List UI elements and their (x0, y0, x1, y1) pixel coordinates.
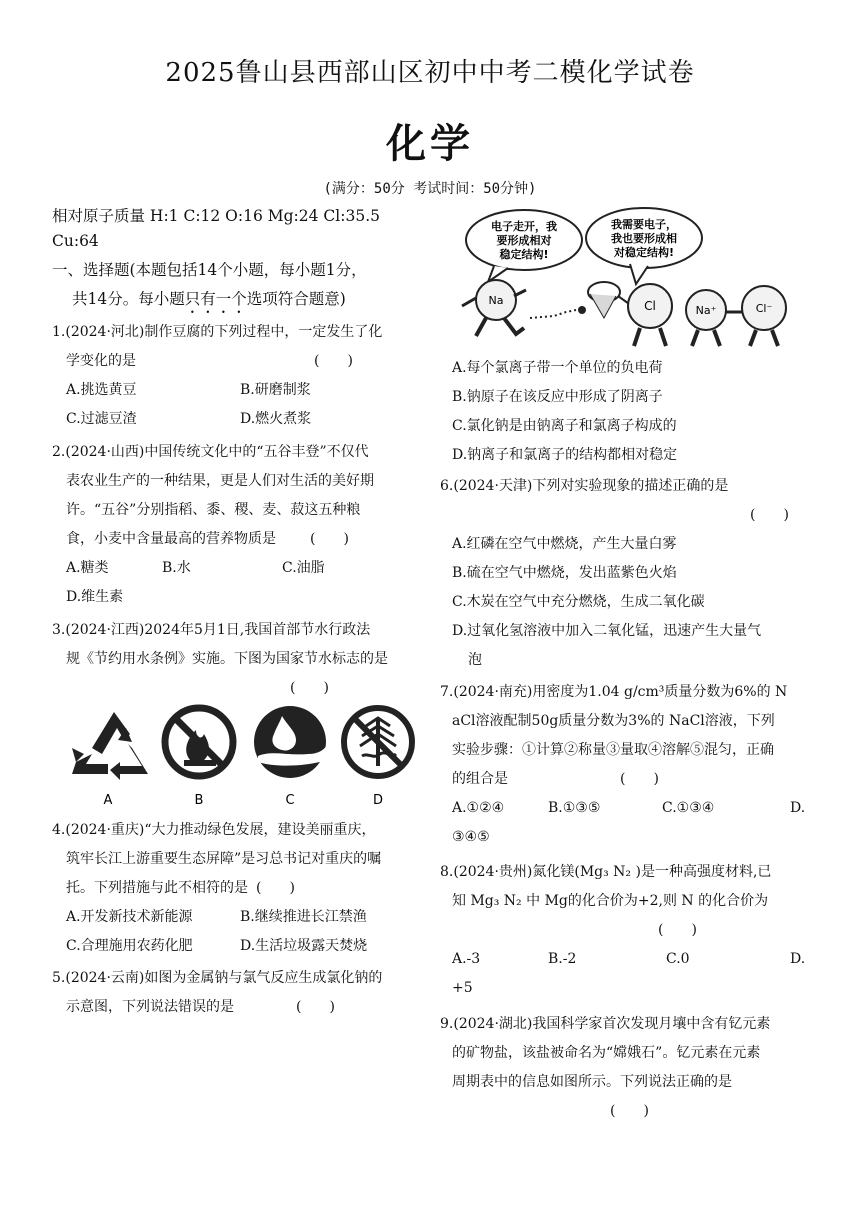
atomic-masses (52, 202, 432, 256)
sodium-ion-character (686, 290, 726, 346)
q4-option-c: C.合理施用农药化肥 (66, 938, 193, 954)
bubble-right-line1: 我需要电子， (611, 218, 677, 231)
q8-option-d-value: +5 (452, 980, 473, 996)
ion-label-na: Na (488, 294, 504, 307)
chloride-ion-character (726, 286, 786, 346)
q1-option-a: A.挑选黄豆 (66, 382, 137, 398)
q4-line3: 托。下列措施与此不相符的是 (66, 880, 248, 896)
q7-option-d: D. (790, 800, 806, 816)
q8-option-a: A.-3 (452, 951, 481, 967)
bubble-left-line1: 电子走开，我 (491, 220, 557, 233)
atomic-masses-line2: Cu:64 (52, 232, 99, 250)
section-heading (52, 256, 432, 317)
ion-label-cl-minus: Cl⁻ (755, 302, 773, 315)
no-dumping-symbol (344, 708, 412, 776)
q9-bracket: ( ) (610, 1103, 649, 1119)
q4-option-a: A.开发新技术新能源 (66, 909, 193, 925)
exam-info: (满分：50分 考试时间：50分钟) (323, 181, 537, 197)
q4-option-d: D.生活垃圾露天焚烧 (240, 938, 368, 954)
q2-bracket: ( ) (310, 531, 349, 547)
q1-option-b: B.研磨制浆 (240, 382, 311, 398)
q7-option-a: A.①②④ (452, 800, 505, 816)
q2-option-c: C.油脂 (282, 560, 325, 576)
section-emphasis: 只有一个 (184, 290, 247, 308)
q8-bracket: ( ) (658, 922, 697, 938)
q5-option-b: B.钠原子在该反应中形成了阴离子 (452, 389, 663, 405)
ion-label-cl: Cl (644, 299, 656, 313)
q2-line2: 表农业生产的一种结果，更是人们对生活的美好期 (66, 473, 374, 489)
q2-line4: 食，小麦中含量最高的营养物质是 (66, 531, 276, 547)
q1-option-d: D.燃火煮浆 (240, 411, 312, 427)
q9-line1: 9.(2024·湖北)我国科学家首次发现月壤中含有钇元素 (440, 1016, 771, 1032)
q4-line2: 筑牢长江上游重要生态屏障”是习总书记对重庆的嘱 (66, 851, 382, 867)
q3-bracket: ( ) (290, 680, 329, 696)
q2-line1: 2.(2024·山西)中国传统文化中的“五谷丰登”不仅代 (52, 444, 369, 460)
subject-heading: 化学 (386, 120, 474, 167)
q5-line2: 示意图，下列说法错误的是 (66, 999, 234, 1015)
q8-line2: 知 Mg₃ N₂ 中 Mg的化合价为+2,则 N 的化合价为 (452, 893, 769, 909)
symbol-label-d: D (372, 793, 384, 808)
q6-option-d-line2: 泡 (468, 652, 482, 668)
q8-option-b: B.-2 (548, 951, 577, 967)
question-9 (440, 1010, 820, 1126)
no-fire-symbol (165, 708, 233, 776)
chlorine-atom-character (628, 284, 672, 346)
symbol-label-a: A (103, 793, 113, 808)
q6-line1: 6.(2024·天津)下列对实验现象的描述正确的是 (440, 478, 729, 494)
butterfly-net (588, 282, 632, 318)
q9-line3: 周期表中的信息如图所示。下列说法正确的是 (452, 1074, 732, 1090)
section-line1: 一、选择题(本题包括14个小题，每小题1分， (52, 261, 367, 279)
q7-line4: 的组合是 (452, 771, 508, 787)
q4-line1: 4.(2024·重庆)“大力推动绿色发展，建设美丽重庆， (52, 822, 376, 838)
q1-line2: 学变化的是 (66, 353, 136, 369)
water-symbols-figure (62, 704, 422, 810)
question-7 (440, 678, 820, 852)
q4-option-b: B.继续推进长江禁渔 (240, 909, 367, 925)
question-8 (440, 858, 820, 1003)
question-2 (52, 438, 432, 612)
q1-option-c: C.过滤豆渣 (66, 411, 137, 427)
q6-bracket: ( ) (750, 507, 789, 523)
q8-option-d: D. (790, 951, 806, 967)
bubble-left-line2: 要形成相对 (496, 234, 552, 247)
water-saving-symbol (254, 706, 326, 778)
sodium-chlorine-figure (454, 206, 814, 352)
q3-line1: 3.(2024·江西)2024年5月1日,我国首部节水行政法 (52, 622, 371, 638)
q1-bracket: ( ) (314, 353, 353, 369)
q7-option-b: B.①③⑤ (548, 800, 601, 816)
q6-option-c: C.木炭在空气中充分燃烧，生成二氧化碳 (452, 594, 705, 610)
symbol-label-b: B (194, 793, 204, 808)
question-6 (440, 472, 820, 675)
question-3 (52, 616, 432, 703)
q8-option-c: C.0 (666, 951, 690, 967)
q5-option-a: A.每个氯离子带一个单位的负电荷 (452, 360, 663, 376)
q7-line3: 实验步骤：①计算②称量③量取④溶解⑤混匀，正确 (452, 742, 774, 758)
question-5-options (440, 354, 820, 470)
q7-line1: 7.(2024·南充)用密度为1.04 g/cm³质量分数为6%的 N (440, 684, 788, 700)
q5-option-d: D.钠离子和氯离子的结构都相对稳定 (452, 447, 678, 463)
question-4 (52, 816, 432, 961)
recycle-symbol (72, 712, 148, 784)
atomic-masses-line1: 相对原子质量 H:1 C:12 O:16 Mg:24 Cl:35.5 (52, 207, 380, 225)
question-1 (52, 318, 432, 434)
section-line2 (52, 285, 432, 317)
q2-option-a: A.糖类 (66, 560, 109, 576)
q5-bracket: ( ) (296, 999, 335, 1015)
electron-dot (578, 306, 586, 314)
ion-label-na-plus: Na⁺ (695, 304, 717, 317)
q7-option-c: C.①③④ (662, 800, 715, 816)
q6-option-d-line1: D.过氧化氢溶液中加入二氧化锰，迅速产生大量气 (452, 623, 762, 639)
bubble-right-line2: 我也要形成相 (611, 232, 677, 245)
q9-line2: 的矿物盐，该盐被命名为“嫦娥石”。钇元素在元素 (452, 1045, 761, 1061)
q2-option-b: B.水 (162, 560, 191, 576)
section-line2-b: 选项符合题意) (246, 290, 346, 308)
q2-option-d: D.维生素 (66, 589, 124, 605)
q2-line3: 许。“五谷”分别指稻、黍、稷、麦、菽这五种粮 (66, 502, 361, 518)
q7-option-d-value: ③④⑤ (452, 829, 490, 845)
q6-option-a: A.红磷在空气中燃烧，产生大量白雾 (452, 536, 677, 552)
q4-bracket: ( ) (256, 880, 295, 896)
q7-line2: aCl溶液配制50g质量分数为3%的 NaCl溶液，下列 (452, 713, 775, 729)
electron-trail (530, 310, 576, 318)
q3-line2: 规《节约用水条例》实施。下图为国家节水标志的是 (66, 651, 388, 667)
q8-line1: 8.(2024·贵州)氮化镁(Mg₃ N₂ )是一种高强度材料,已 (440, 864, 772, 880)
bubble-left-line3: 稳定结构! (499, 248, 549, 261)
exam-title: 2025鲁山县西部山区初中中考二模化学试卷 (165, 58, 695, 88)
q6-option-b: B.硫在空气中燃烧，发出蓝紫色火焰 (452, 565, 677, 581)
bubble-right-line3: 对稳定结构! (613, 246, 675, 259)
q5-line1: 5.(2024·云南)如图为金属钠与氯气反应生成氯化钠的 (52, 970, 383, 986)
q5-option-c: C.氯化钠是由钠离子和氯离子构成的 (452, 418, 677, 434)
speech-bubble-left (466, 210, 582, 282)
speech-bubble-right (586, 208, 702, 284)
section-line2-a: 共14分。每小题 (72, 290, 185, 308)
q7-bracket: ( ) (620, 771, 659, 787)
symbol-label-c: C (285, 793, 295, 808)
question-5 (52, 964, 432, 1022)
q1-line1: 1.(2024·河北)制作豆腐的下列过程中，一定发生了化 (52, 324, 383, 340)
sodium-atom-character (462, 280, 526, 336)
